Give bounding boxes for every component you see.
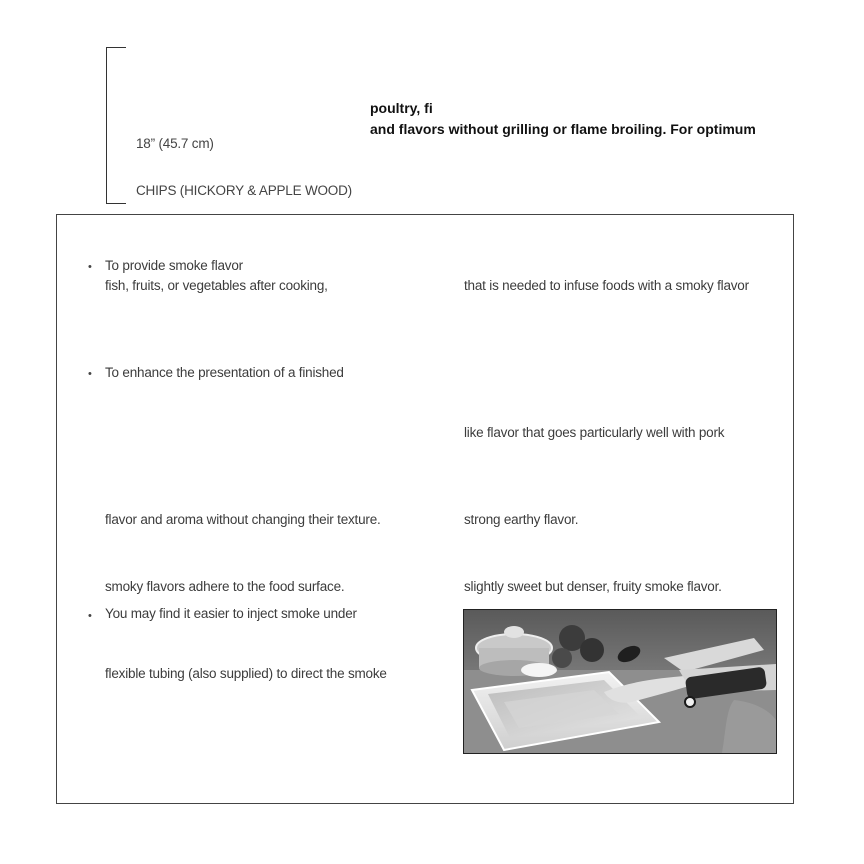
right-earthy-line: strong earthy flavor. (464, 512, 579, 527)
bullet-3-line-1: You may find it easier to inject smoke under (105, 606, 357, 621)
headline-line-1: poultry, fi (370, 100, 433, 116)
bullet-marker: • (88, 261, 92, 273)
product-photo (463, 609, 777, 754)
product-photo-illustration (464, 610, 776, 753)
right-fruity-line: slightly sweet but denser, fruity smoke flavor. (464, 579, 722, 594)
bullet-1-line-1: To provide smoke flavor (105, 258, 243, 273)
left-flavor-aroma-line: flavor and aroma without changing their texture. (105, 512, 381, 527)
bullet-2-line-1: To enhance the presentation of a finished (105, 365, 344, 380)
left-flexible-tubing-line: flexible tubing (also supplied) to direct the smoke (105, 666, 387, 681)
bullet-marker: • (88, 610, 92, 622)
spec-bracket (106, 47, 126, 204)
headline-line-2: and flavors without grilling or flame broiling. For optimum (370, 121, 756, 137)
right-pork-line: like flavor that goes particularly well with pork (464, 425, 725, 440)
right-infuse-line: that is needed to infuse foods with a smoky flavor (464, 278, 749, 293)
left-smoky-adhere-line: smoky flavors adhere to the food surface. (105, 579, 345, 594)
bullet-marker: • (88, 368, 92, 380)
spec-length: 18” (45.7 cm) (136, 136, 214, 151)
spec-chips: CHIPS (HICKORY & APPLE WOOD) (136, 183, 352, 198)
bullet-1-line-2: fish, fruits, or vegetables after cooking, (105, 278, 328, 293)
